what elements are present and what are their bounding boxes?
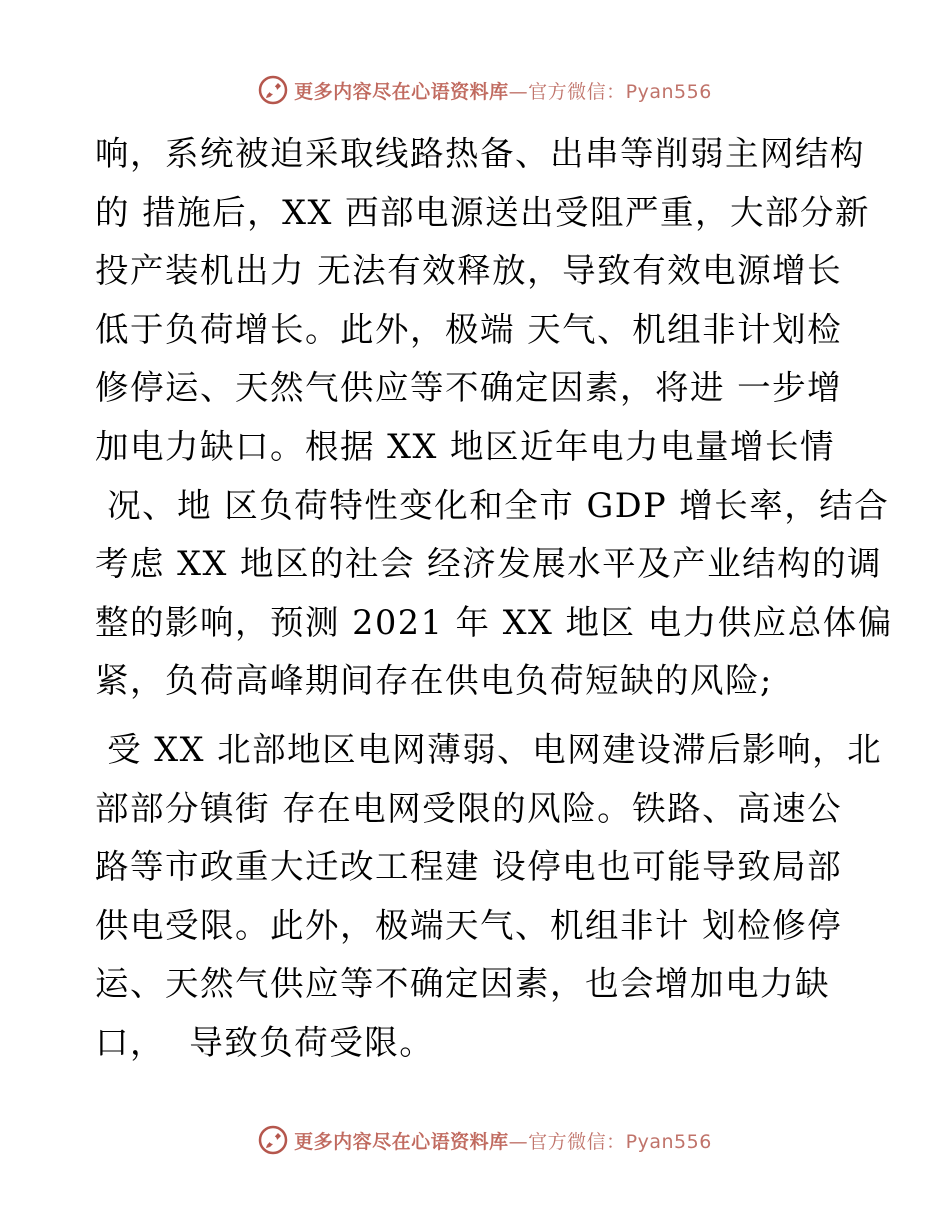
paragraph-1: [95, 125, 893, 711]
header-banner: [0, 70, 950, 110]
document-body: [95, 125, 893, 1073]
logo-icon: [258, 1125, 288, 1155]
paragraph-2: [95, 721, 883, 1073]
text-line: 投产装机出力 无法有效释放，导致有效电源增长: [95, 251, 843, 291]
logo-icon: [258, 75, 288, 105]
text-line: 修停运、天然气供应等不确定因素，将进 一步增: [95, 368, 843, 408]
text-line: 响，系统被迫采取线路热备、出串等削弱主网结构: [95, 134, 865, 173]
text-line: 运、天然气供应等不确定因素，也会增加电力缺: [95, 964, 830, 1004]
text-line: 整的影响，预测 2021 年 XX 地区 电力供应总体偏: [95, 602, 893, 642]
footer-banner: [0, 1120, 950, 1160]
banner-title: 更多内容尽在心语资料库: [294, 80, 509, 103]
banner-text: [294, 1127, 712, 1154]
text-line: 紧，负荷高峰期间存在供电负荷短缺的风险;: [95, 661, 773, 701]
text-line: 路等市政重大迁改工程建 设停电也可能导致局部: [95, 847, 843, 887]
text-line: 况、地 区负荷特性变化和全市 GDP 增长率，结合: [95, 485, 890, 525]
text-line: 受 XX 北部地区电网薄弱、电网建设滞后影响，北: [95, 729, 883, 769]
banner-contact: —官方微信：Pyan556: [508, 1130, 712, 1153]
text-line: 低于负荷增长。此外，极端 天气、机组非计划检: [95, 309, 843, 349]
text-line: 口， 导致负荷受限。: [95, 1022, 435, 1062]
banner-title: 更多内容尽在心语资料库: [294, 1130, 509, 1153]
text-line: 考虑 XX 地区的社会 经济发展水平及产业结构的调: [95, 544, 883, 584]
text-line: 的 措施后，XX 西部电源送出受阻严重，大部分新: [95, 192, 870, 232]
text-line: 部部分镇街 存在电网受限的风险。铁路、高速公: [95, 788, 843, 828]
banner-text: [294, 77, 712, 104]
text-line: 加电力缺口。根据 XX 地区近年电力电量增长情: [95, 426, 835, 466]
banner-contact: —官方微信：Pyan556: [508, 80, 712, 103]
text-line: 供电受限。此外，极端天气、机组非计 划检修停: [95, 905, 843, 945]
